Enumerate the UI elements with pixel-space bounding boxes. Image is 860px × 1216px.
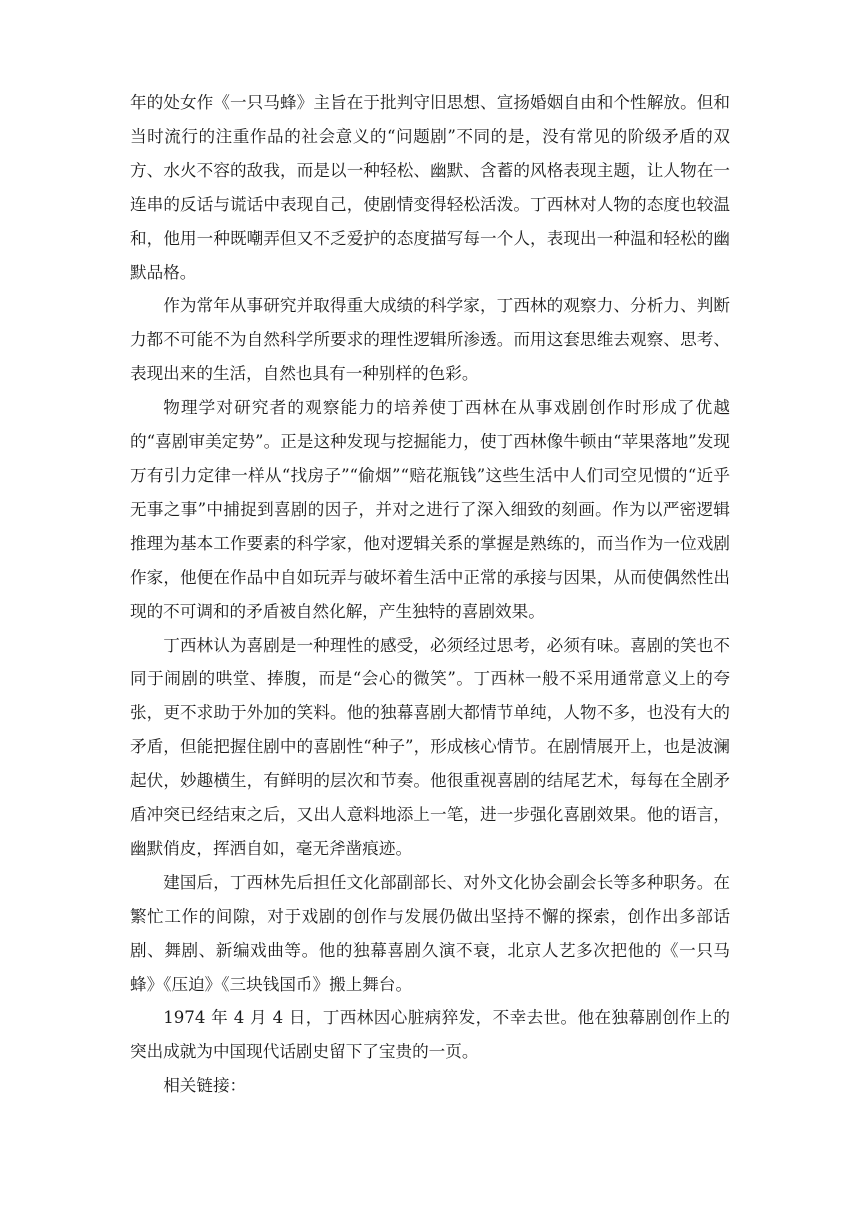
paragraph-physics: 物理学对研究者的观察能力的培养使丁西林在从事戏剧创作时形成了优越的“喜剧审美定势”。正是这种发现与挖掘能力，使丁西林像牛顿由“苹果落地”发现万有引力定律一样从“找房子”“偷烟”“赔花瓶钱”这些生活中人们司空见惯的“近乎无事之事”中捕捉到喜剧的因子，并对之进行了深入细致的刻画。作为以严密逻辑推理为基本工作要素的科学家，他对逻辑关系的掌握是熟练的，而当作为一位戏剧作家，他便在作品中自如玩弄与破坏着生活中正常的承接与因果，从而使偶然性出现的不可调和的矛盾被自然化解，产生独特的喜剧效果。	[130, 398, 730, 621]
related-links-heading: 相关链接：	[163, 1076, 247, 1096]
paragraph-scientist: 作为常年从事研究并取得重大成绩的科学家，丁西林的观察力、分析力、判断力都不可能不为自然科学所要求的理性逻辑所渗透。而用这套思维去观察、思考、表现出来的生活，自然也具有一种别样的色彩。	[130, 296, 730, 384]
document-body	[130, 86, 730, 1103]
paragraph-death: 1974 年 4 月 4 日，丁西林因心脏病猝发，不幸去世。他在独幕剧创作上的突出成就为中国现代话剧史留下了宝贵的一页。	[130, 1008, 730, 1062]
paragraph-comedy-theory: 丁西林认为喜剧是一种理性的感受，必须经过思考，必须有味。喜剧的笑也不同于闹剧的哄堂、捧腹，而是“会心的微笑”。丁西林一般不采用通常意义上的夸张，更不求助于外加的笑料。他的独幕喜剧大都情节单纯，人物不多，也没有大的矛盾，但能把握住剧中的喜剧性“种子”，形成核心情节。在剧情展开上，也是波澜起伏，妙趣横生，有鲜明的层次和节奏。他很重视喜剧的结尾艺术，每每在全剧矛盾冲突已经结束之后，又出人意料地添上一笔，进一步强化喜剧效果。他的语言，幽默俏皮，挥洒自如，毫无斧凿痕迹。	[130, 635, 730, 858]
paragraph-continued: 年的处女作《一只马蜂》主旨在于批判守旧思想、宣扬婚姻自由和个性解放。但和当时流行的注重作品的社会意义的“问题剧”不同的是，没有常见的阶级矛盾的双方、水火不容的敌我，而是以一种轻松、幽默、含蓄的风格表现主题，让人物在一连串的反话与谎话中表现自己，使剧情变得轻松活泼。丁西林对人物的态度也较温和，他用一种既嘲弄但又不乏爱护的态度描写每一个人，表现出一种温和轻松的幽默品格。	[130, 93, 730, 282]
paragraph-after-1949: 建国后，丁西林先后担任文化部副部长、对外文化协会副会长等多种职务。在繁忙工作的间隙，对于戏剧的创作与发展仍做出坚持不懈的探索，创作出多部话剧、舞剧、新编戏曲等。他的独幕喜剧久演不衰，北京人艺多次把他的《一只马蜂》《压迫》《三块钱国币》搬上舞台。	[130, 872, 730, 994]
